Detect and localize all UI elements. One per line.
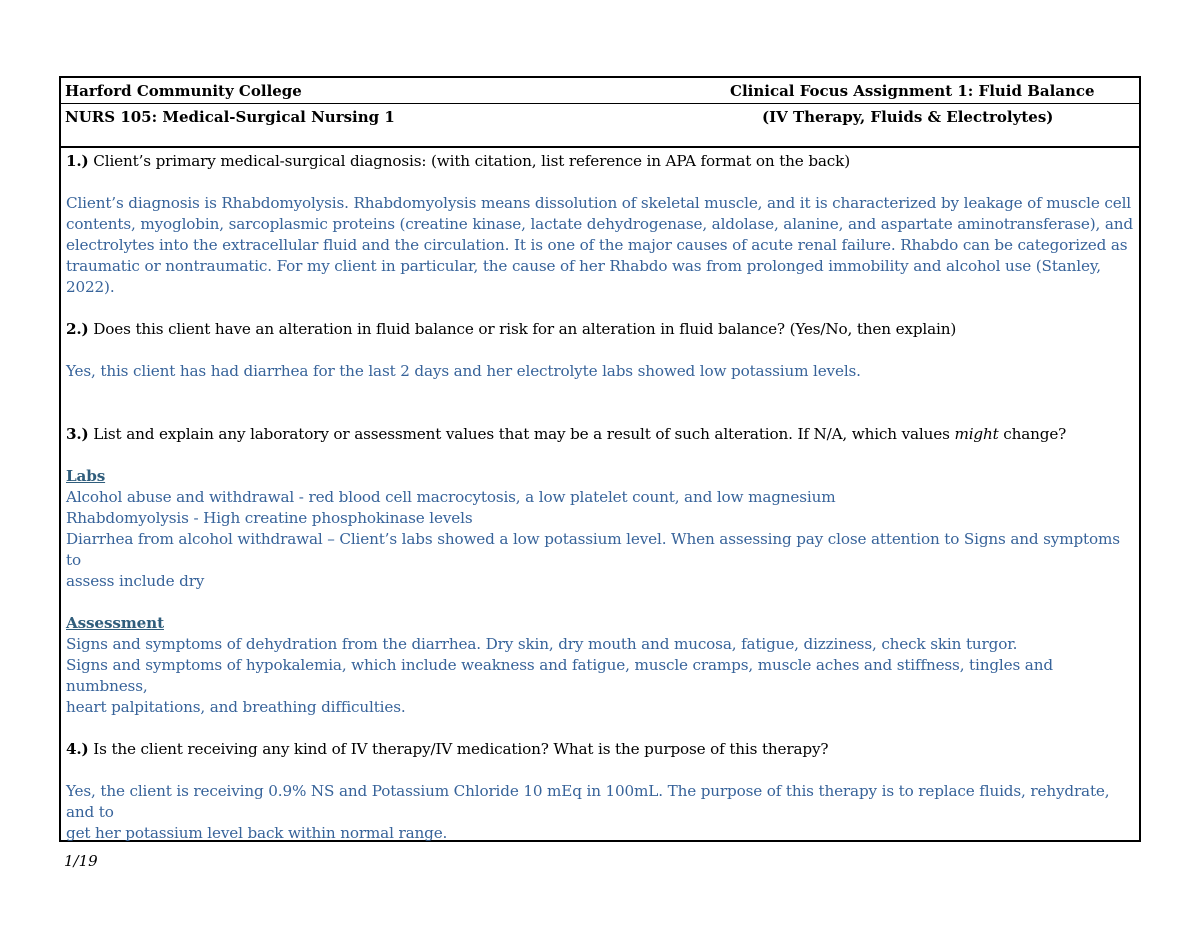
- answer-1-line: traumatic or nontraumatic. For my client in particular, the cause of her Rhabdo was from prolonged immobility and alcohol use (Stanley, 2022).: [66, 257, 1101, 296]
- labs-line: Diarrhea from alcohol withdrawal – Client’s labs showed a low potassium level. When assessing pay close attention to Signs and symptoms to: [66, 530, 1120, 569]
- question-text: List and explain any laboratory or assessment values that may be a result of such alteration. If N/A, which values: [88, 425, 955, 443]
- labs-heading: Labs: [66, 467, 106, 485]
- question-number: 2.): [66, 320, 89, 338]
- labs-line: assess include dry: [66, 572, 205, 590]
- labs-line: Alcohol abuse and withdrawal - red blood cell macrocytosis, a low platelet count, and low magnesium: [66, 488, 836, 506]
- form-body: [66, 151, 1134, 844]
- question-number: 1.): [66, 152, 89, 170]
- answer-1-line: contents, myoglobin, sarcoplasmic proteins (creatine kinase, lactate dehydrogenase, aldolase, alanine, and aspartate aminotransferase), and: [66, 215, 1134, 233]
- assessment-line: Signs and symptoms of hypokalemia, which include weakness and fatigue, muscle cramps, muscle aches and stiffness, tingles and numbness,: [66, 656, 1053, 695]
- question-4: [66, 739, 1134, 760]
- question-3: [66, 424, 1134, 445]
- course-name: NURS 105: Medical-Surgical Nursing 1: [65, 108, 395, 126]
- header-row-1: [61, 78, 1139, 104]
- answer-1-line: electrolytes into the extracellular fluid and the circulation. It is one of the major causes of acute renal failure. Rhabdo can be categorized as: [66, 236, 1128, 254]
- question-emphasis: might: [954, 425, 999, 443]
- header-row-2: [61, 104, 1139, 148]
- question-2: [66, 319, 1134, 340]
- question-number: 3.): [66, 425, 89, 443]
- assessment-line: heart palpitations, and breathing difficulties.: [66, 698, 406, 716]
- answer-1-line: Client’s diagnosis is Rhabdomyolysis. Rhabdomyolysis means dissolution of skeletal muscle, and it is characterized by leakage of muscle cell: [66, 194, 1132, 212]
- page-number: 1/19: [64, 852, 98, 870]
- assessment-heading: Assessment: [66, 614, 164, 632]
- labs-line: Rhabdomyolysis - High creatine phosphokinase levels: [66, 509, 473, 527]
- assignment-form: [59, 76, 1141, 842]
- assignment-topic: (IV Therapy, Fluids & Electrolytes): [762, 108, 1054, 126]
- question-text-end: change?: [998, 425, 1067, 443]
- assessment-line: Signs and symptoms of dehydration from the diarrhea. Dry skin, dry mouth and mucosa, fatigue, dizziness, check skin turgor.: [66, 635, 1018, 653]
- question-1: [66, 151, 1134, 172]
- college-name: Harford Community College: [65, 82, 302, 100]
- answer-4-line: get her potassium level back within normal range.: [66, 824, 448, 842]
- question-number: 4.): [66, 740, 89, 758]
- question-text: Does this client have an alteration in fluid balance or risk for an alteration in fluid balance? (Yes/No, then explain): [88, 320, 957, 338]
- question-text: Client’s primary medical-surgical diagnosis: (with citation, list reference in APA format on the back): [88, 152, 850, 170]
- answer-4-line: Yes, the client is receiving 0.9% NS and Potassium Chloride 10 mEq in 100mL. The purpose of this therapy is to replace fluids, rehydrate, and to: [66, 782, 1110, 821]
- answer-2: Yes, this client has had diarrhea for the last 2 days and her electrolyte labs showed low potassium levels.: [66, 362, 861, 380]
- question-text: Is the client receiving any kind of IV therapy/IV medication? What is the purpose of this therapy?: [88, 740, 829, 758]
- assignment-title: Clinical Focus Assignment 1: Fluid Balance: [730, 82, 1095, 100]
